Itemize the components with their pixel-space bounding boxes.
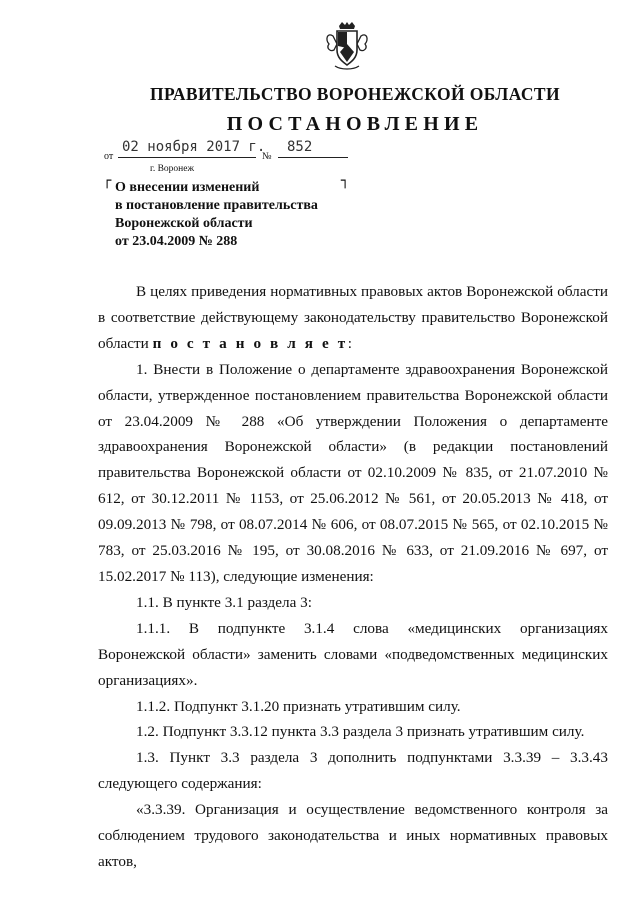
city-label: г. Воронеж (150, 164, 195, 174)
resolution-keyword: п о с т а н о в л я е т (152, 334, 348, 352)
preamble-paragraph (98, 279, 608, 357)
paragraph-1-3: 1.3. Пункт 3.3 раздела 3 дополнить подпунктами 3.3.39 – 3.3.43 следующего содержания: (98, 749, 608, 793)
document-type: ПОСТАНОВЛЕНИЕ (226, 113, 484, 135)
paragraph-1-2: 1.2. Подпункт 3.3.12 пункта 3.3 раздела 3 признать утратившим силу. (136, 723, 585, 741)
paragraph-1-1-1: 1.1.1. В подпункте 3.1.4 слова «медицинских организациях Воронежской области» заменить словами «подведомственных медицинских организациях». (98, 619, 608, 689)
subject-line: О внесении изменений (115, 180, 260, 195)
number-underline (278, 157, 348, 158)
preamble-text: В целях приведения нормативных правовых актов Воронежской области в соответствие действующему законодательству правительство Воронежской области (98, 283, 608, 352)
number-value: 852 (287, 139, 313, 155)
corner-mark-left-icon: ┌ (103, 173, 112, 189)
government-title: ПРАВИТЕЛЬСТВО ВОРОНЕЖСКОЙ ОБЛАСТИ (149, 84, 561, 104)
subject-line: Воронежской области (115, 216, 253, 231)
paragraph-1-1-2: 1.1.2. Подпункт 3.1.20 признать утратившим силу. (136, 697, 461, 715)
coat-of-arms-icon (325, 22, 369, 72)
document-subject (115, 179, 345, 251)
preamble-colon: : (347, 334, 353, 352)
date-value: 02 ноября 2017 г. (122, 139, 266, 155)
paragraph-1: 1. Внести в Положение о департаменте здравоохранения Воронежской области, утвержденное постановлением правительства Воронежской области от 23.04.2009 № 288 «Об утверждении Положения о департаменте здравоохранения Воронежской области» (в редакции постановлений правительства Воронежской области от 02.10.2009 № 835, от 21.07.2010 № 612, от 30.12.2011 № 1153, от 25.06.2012 № 561, от 20.05.2013 № 418, от 09.09.2013 № 798, от 08.07.2014 № 606, от 08.07.2015 № 565, от 02.10.2015 № 783, от 25.03.2016 № 195, от 30.08.2016 № 633, от 21.09.2016 № 697, от 15.02.2017 № 113), следующие изменения: (98, 360, 608, 585)
subject-line: в постановление правительства (115, 198, 318, 213)
subject-line: от 23.04.2009 № 288 (115, 234, 238, 249)
date-underline (118, 157, 256, 158)
document-body (98, 279, 608, 875)
date-prefix: от (104, 151, 114, 162)
paragraph-3-3-39: «3.3.39. Организация и осуществление ведомственного контроля за соблюдением трудового законодательства и иных нормативных правовых актов, (98, 801, 608, 870)
paragraph-1-1: 1.1. В пункте 3.1 раздела 3: (136, 593, 312, 611)
corner-mark-right-icon: ┐ (341, 173, 350, 189)
number-prefix: № (262, 151, 272, 162)
